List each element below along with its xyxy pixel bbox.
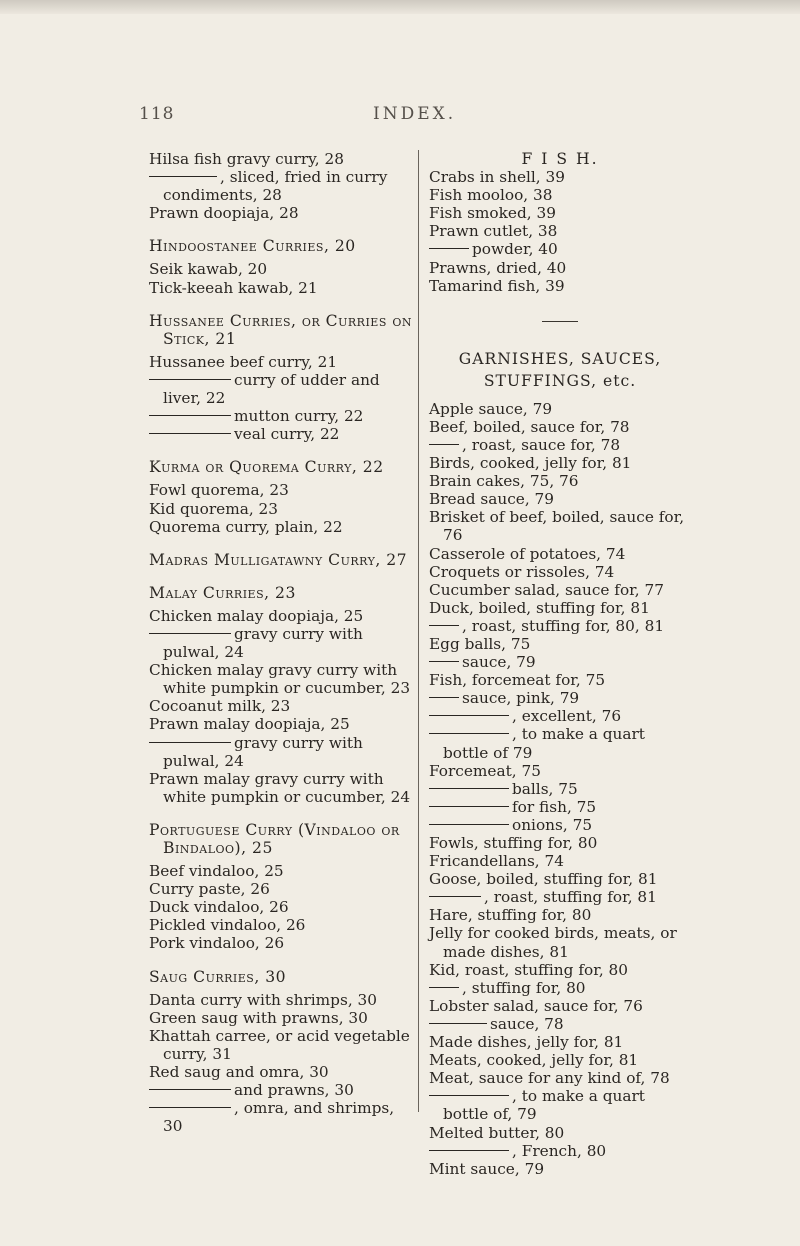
entry-text: Cucumber salad, sauce for, 77	[429, 580, 664, 599]
entry-text: Prawn malay gravy curry with white pumpkin or cucumber, 24	[149, 769, 411, 806]
index-entry	[429, 1087, 691, 1123]
entry-text: Kid, roast, stuffing for, 80	[429, 960, 629, 979]
entry-text: Duck vindaloo, 26	[149, 898, 289, 917]
ditto-dash	[429, 625, 459, 626]
entry-text: Quorema curry, plain, 22	[149, 517, 343, 536]
index-entry	[429, 671, 691, 689]
entry-text: onions, 75	[512, 815, 593, 834]
page-header	[0, 104, 800, 134]
index-entry	[429, 1160, 691, 1178]
entry-text: Danta curry with shrimps, 30	[149, 990, 378, 1009]
index-entry	[429, 870, 691, 888]
index-entry	[429, 1069, 691, 1087]
ditto-dash	[149, 1089, 231, 1090]
index-entry	[429, 186, 691, 204]
ditto-dash	[149, 1107, 231, 1108]
ditto-dash	[149, 379, 231, 380]
entry-text: mutton curry, 22	[234, 407, 364, 426]
ditto-dash	[429, 444, 459, 445]
entry-text: Saug Curries, 30	[149, 967, 287, 986]
entry-text: Chicken malay gravy curry with white pumpkin or cucumber, 23	[149, 661, 411, 698]
entry-text: , sliced, fried in curry condiments, 28	[163, 168, 388, 205]
index-entry	[429, 617, 691, 635]
index-entry	[429, 924, 691, 960]
entry-text: Prawn doopiaja, 28	[149, 204, 299, 223]
ditto-dash	[429, 1150, 509, 1151]
ditto-dash	[429, 697, 459, 698]
entry-text: sauce, 79	[462, 653, 536, 672]
entry-text: Beef, boiled, sauce for, 78	[429, 417, 630, 436]
ditto-dash	[429, 715, 509, 716]
index-entry	[149, 862, 414, 880]
entry-text: Green saug with prawns, 30	[149, 1008, 368, 1027]
entry-text: Birds, cooked, jelly for, 81	[429, 454, 632, 473]
page-top-edge	[0, 0, 800, 14]
entry-text: Brain cakes, 75, 76	[429, 472, 579, 491]
index-entry	[429, 454, 691, 472]
index-entry	[429, 852, 691, 870]
entry-text: Pork vindaloo, 26	[149, 934, 285, 953]
entry-text: Khattah carree, or acid vegetable curry, 31	[149, 1026, 410, 1063]
entry-text: Beef vindaloo, 25	[149, 862, 284, 881]
index-entry	[149, 279, 414, 297]
entry-text: Bread sauce, 79	[429, 490, 555, 509]
ditto-dash	[429, 733, 509, 734]
entry-text: Melted butter, 80	[429, 1123, 565, 1142]
entry-text: gravy curry with pulwal, 24	[163, 733, 363, 770]
entry-text: sauce, pink, 79	[462, 689, 580, 708]
entry-text: , to make a quart bottle of 79	[443, 725, 645, 762]
entry-text: Malay Curries, 23	[149, 583, 296, 602]
index-entry	[429, 780, 691, 798]
index-entry	[149, 625, 414, 661]
entry-text: Prawn malay doopiaja, 25	[149, 715, 350, 734]
index-entry	[149, 1081, 414, 1099]
index-entry	[429, 997, 691, 1015]
entry-text: Kurma or Quorema Curry, 22	[149, 458, 384, 477]
index-entry	[429, 436, 691, 454]
entry-text: Fowls, stuffing for, 80	[429, 834, 598, 852]
index-entry	[149, 518, 414, 536]
ditto-dash	[149, 633, 231, 634]
index-entry	[429, 204, 691, 222]
index-entry	[429, 240, 691, 258]
ditto-dash	[429, 661, 459, 662]
index-section-title	[429, 150, 691, 168]
index-entry	[429, 259, 691, 277]
index-entry	[149, 898, 414, 916]
entry-text: Portuguese Curry (Vindaloo or Bindaloo), 25	[149, 820, 400, 857]
index-entry	[149, 1027, 414, 1063]
index-entry	[429, 581, 691, 599]
index-section-heading	[149, 821, 414, 857]
entry-text: Meat, sauce for any kind of, 78	[429, 1069, 670, 1088]
index-section-title	[429, 348, 691, 392]
entry-text: curry of udder and liver, 22	[163, 370, 380, 408]
right-column	[429, 150, 691, 1178]
index-entry	[149, 407, 414, 425]
index-entry	[149, 150, 414, 168]
entry-text: Casserole of potatoes, 74	[429, 544, 626, 563]
index-entry	[149, 991, 414, 1009]
index-entry	[149, 880, 414, 898]
index-entry	[149, 353, 414, 371]
entry-text: , to make a quart bottle of, 79	[443, 1087, 645, 1124]
ditto-dash	[429, 788, 509, 789]
entry-text: , roast, stuffing for, 81	[484, 888, 657, 907]
index-entry	[429, 418, 691, 436]
entry-text: Tick-keeah kawab, 21	[149, 278, 318, 297]
index-entry	[149, 1099, 414, 1135]
entry-text: Fish smoked, 39	[429, 204, 556, 223]
index-entry	[149, 715, 414, 733]
index-entry	[149, 697, 414, 715]
entry-text: Red saug and omra, 30	[149, 1063, 329, 1082]
entry-text: Seik kawab, 20	[149, 260, 268, 279]
ditto-dash	[429, 248, 469, 249]
index-entry	[429, 816, 691, 834]
entry-text: Made dishes, jelly for, 81	[429, 1033, 624, 1052]
index-entry	[149, 934, 414, 952]
index-entry	[149, 1063, 414, 1081]
index-entry	[429, 979, 691, 997]
ditto-dash	[149, 176, 217, 177]
section-rule	[542, 321, 578, 322]
entry-text: Pickled vindaloo, 26	[149, 916, 306, 935]
column-divider	[418, 150, 419, 1112]
entry-text: Apple sauce, 79	[429, 399, 553, 418]
index-entry	[149, 770, 414, 806]
entry-text: Curry paste, 26	[149, 880, 270, 899]
entry-text: GARNISHES, SAUCES, STUFFINGS, etc.	[458, 349, 662, 390]
entry-text: Chicken malay doopiaja, 25	[149, 606, 364, 625]
entry-text: Meats, cooked, jelly for, 81	[429, 1051, 639, 1070]
entry-text: Hare, stuffing for, 80	[429, 906, 592, 925]
index-entry	[429, 689, 691, 707]
index-section-heading	[149, 584, 414, 602]
index-entry	[429, 1051, 691, 1069]
index-entry	[149, 916, 414, 934]
index-section-heading	[149, 551, 414, 569]
index-section-heading	[149, 968, 414, 986]
index-entry	[429, 635, 691, 653]
entry-text: Croquets or rissoles, 74	[429, 562, 615, 581]
page-number: 118	[139, 104, 175, 124]
ditto-dash	[149, 415, 231, 416]
ditto-dash	[429, 806, 509, 807]
index-entry	[429, 707, 691, 725]
index-entry	[429, 472, 691, 490]
index-entry	[429, 508, 691, 544]
entry-text: Goose, boiled, stuffing for, 81	[429, 870, 658, 889]
index-entry	[429, 400, 691, 418]
entry-text: Cocoanut milk, 23	[149, 697, 291, 716]
index-entry	[149, 260, 414, 278]
ditto-dash	[149, 433, 231, 434]
index-section-heading	[149, 237, 414, 255]
index-entry	[429, 277, 691, 295]
entry-text: Prawns, dried, 40	[429, 258, 567, 277]
index-entry	[149, 1009, 414, 1027]
ditto-dash	[429, 1095, 509, 1096]
entry-text: sauce, 78	[490, 1014, 564, 1033]
entry-text: Kid quorema, 23	[149, 499, 279, 518]
index-entry	[149, 425, 414, 443]
index-section-heading	[149, 312, 414, 348]
entry-text: Hindoostanee Curries, 20	[149, 237, 356, 256]
index-entry	[429, 798, 691, 816]
index-entry	[429, 1033, 691, 1051]
index-entry	[149, 734, 414, 770]
index-entry	[429, 888, 691, 906]
index-entry	[429, 653, 691, 671]
running-head: INDEX.	[373, 104, 457, 124]
index-entry	[429, 563, 691, 581]
index-entry	[429, 168, 691, 186]
ditto-dash	[429, 1023, 487, 1024]
entry-text: powder, 40	[472, 240, 558, 259]
entry-text: Fowl quorema, 23	[149, 481, 289, 500]
index-entry	[429, 762, 691, 780]
index-entry	[429, 1142, 691, 1160]
entry-text: , roast, sauce for, 78	[462, 435, 621, 454]
entry-text: Madras Mulligatawny Curry, 27	[149, 550, 408, 569]
entry-text: Lobster salad, sauce for, 76	[429, 996, 643, 1015]
entry-text: Brisket of beef, boiled, sauce for, 76	[429, 508, 685, 545]
index-entry	[429, 490, 691, 508]
entry-text: Crabs in shell, 39	[429, 168, 565, 187]
entry-text: Egg balls, 75	[429, 634, 531, 653]
entry-text: , stuffing for, 80	[462, 978, 586, 997]
entry-text: , excellent, 76	[512, 707, 622, 726]
index-entry	[149, 168, 414, 204]
entry-text: Fish mooloo, 38	[429, 186, 553, 205]
entry-text: Forcemeat, 75	[429, 761, 541, 780]
index-section-heading	[149, 458, 414, 476]
entry-text: F I S H.	[521, 150, 599, 168]
index-entry	[149, 371, 414, 407]
entry-text: Fish, forcemeat for, 75	[429, 671, 606, 690]
entry-text: gravy curry with pulwal, 24	[163, 624, 363, 662]
left-column	[149, 150, 414, 1135]
ditto-dash	[429, 987, 459, 988]
index-entry	[429, 834, 691, 852]
index-entry	[429, 725, 691, 761]
entry-text: veal curry, 22	[234, 425, 340, 444]
index-entry	[149, 481, 414, 499]
ditto-dash	[429, 824, 509, 825]
entry-text: Hussanee Curries, or Curries on Stick, 21	[149, 311, 412, 348]
entry-text: Hilsa fish gravy curry, 28	[149, 150, 344, 168]
entry-text: Mint sauce, 79	[429, 1159, 545, 1178]
entry-text: Hussanee beef curry, 21	[149, 352, 338, 371]
entry-text: , roast, stuffing for, 80, 81	[462, 616, 665, 635]
index-entry	[429, 222, 691, 240]
entry-text: Jelly for cooked birds, meats, or made dishes, 81	[429, 924, 677, 961]
entry-text: Fricandellans, 74	[429, 852, 564, 871]
index-entry	[149, 661, 414, 697]
ditto-dash	[149, 742, 231, 743]
entry-text: Tamarind fish, 39	[429, 276, 565, 295]
entry-text: balls, 75	[512, 779, 578, 798]
index-entry	[429, 906, 691, 924]
entry-text: and prawns, 30	[234, 1081, 354, 1100]
index-entry	[149, 204, 414, 222]
entry-text: for fish, 75	[512, 797, 597, 816]
index-entry	[429, 545, 691, 563]
entry-text: Prawn cutlet, 38	[429, 222, 558, 241]
index-entry	[429, 599, 691, 617]
index-entry	[429, 1015, 691, 1033]
index-entry	[429, 961, 691, 979]
index-entry	[149, 607, 414, 625]
entry-text: , French, 80	[512, 1141, 607, 1160]
entry-text: , omra, and shrimps, 30	[163, 1099, 395, 1136]
index-entry	[429, 1124, 691, 1142]
ditto-dash	[429, 896, 481, 897]
entry-text: Duck, boiled, stuffing for, 81	[429, 598, 650, 617]
index-entry	[149, 500, 414, 518]
